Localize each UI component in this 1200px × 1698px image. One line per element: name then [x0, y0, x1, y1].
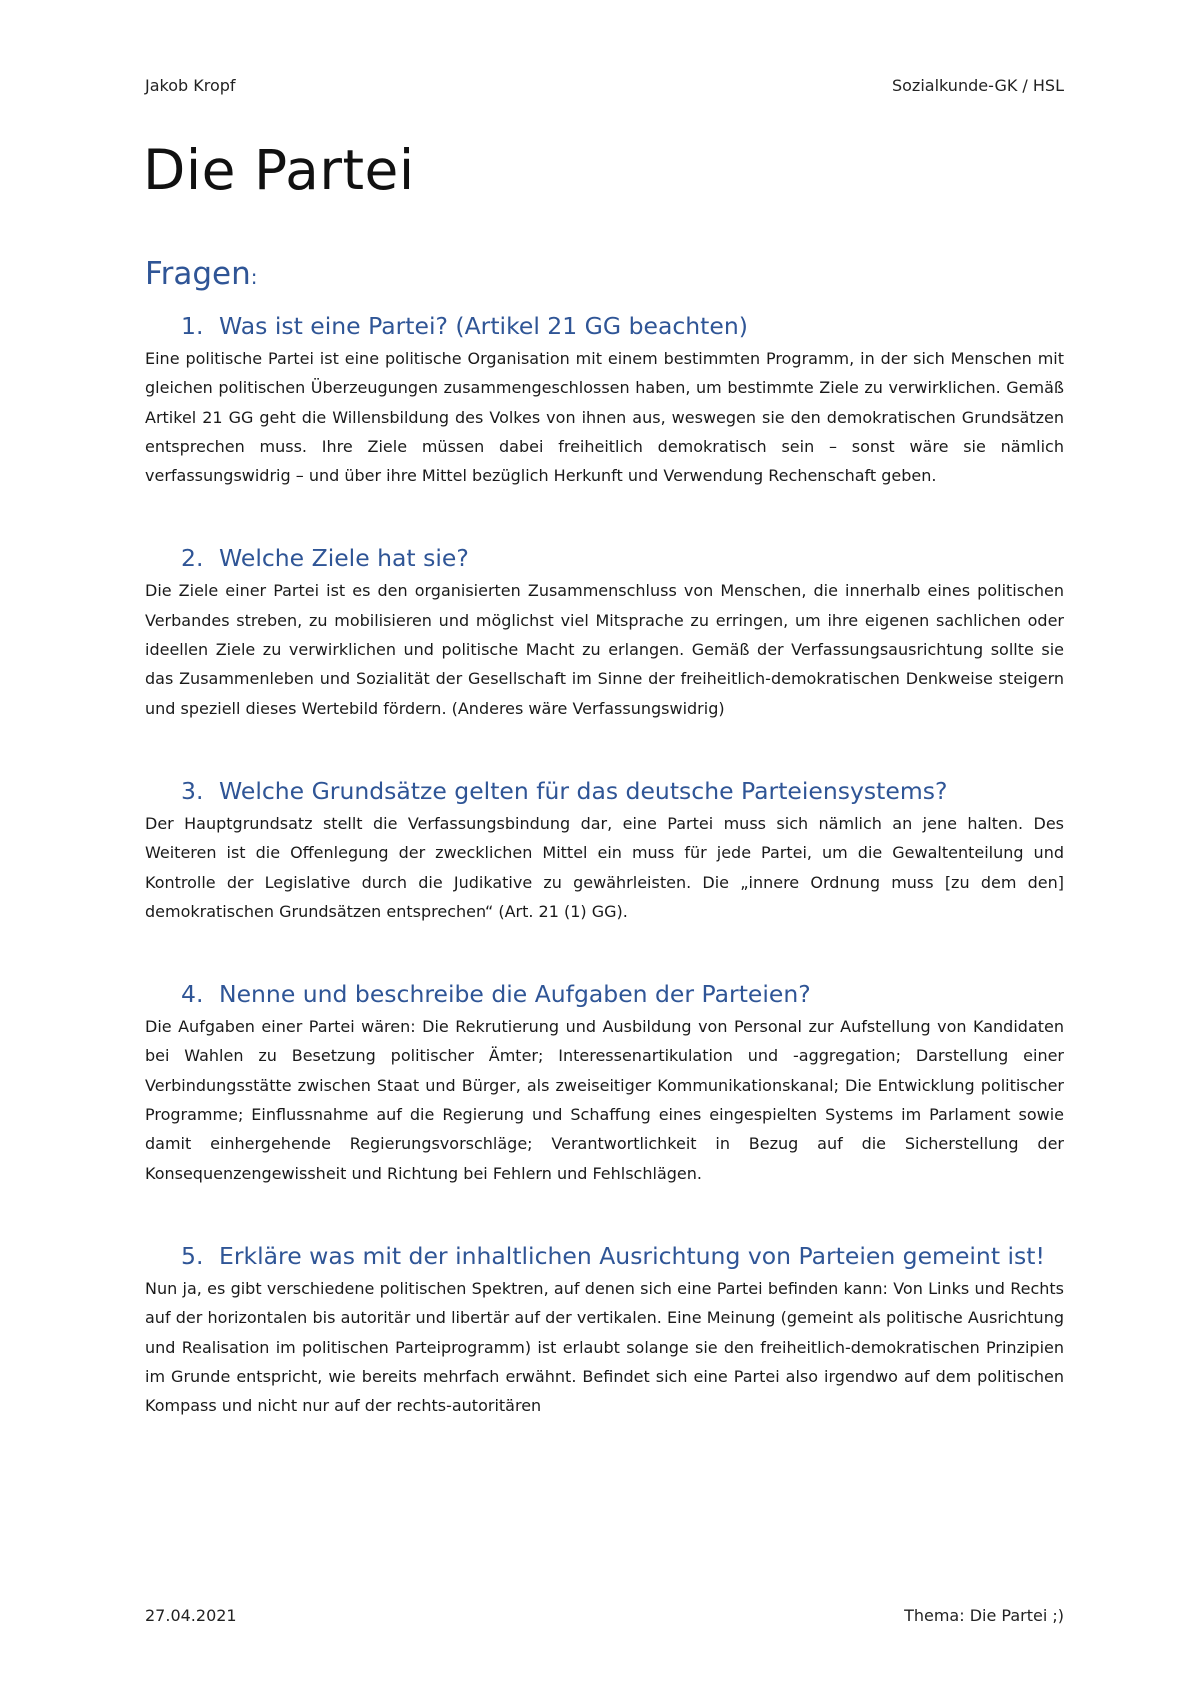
answer-paragraph: Die Ziele einer Partei ist es den organisierten Zusammenschluss von Menschen, die innerhalb eines politischen Verbandes streben, zu mobilisieren und möglichst viel Mitsprache zu erringen, um ihre eigenen sachlichen oder ideellen Ziele zu verwirklichen und politische Macht zu erlangen. Gemäß der Verfassungsausrichtung sollte sie das Zusammenleben und Sozialität der Gesellschaft im Sinne der freiheitlich-demokratischen Denkweise steigern und speziell dieses Wertebild fördern. (Anderes wäre Verfassungswidrig) [145, 581, 1064, 718]
question-block-3 [145, 775, 1064, 926]
answer-paragraph: Die Aufgaben einer Partei wären: Die Rekrutierung und Ausbildung von Personal zur Aufstellung von Kandidaten bei Wahlen zu Besetzung politischer Ämter; Interessenartikulation und -aggregation; Darstellung einer Verbindungsstätte zwischen Staat und Bürger, als zweiseitiger Kommunikationskanal; Die Entwicklung politischer Programme; Einflussnahme auf die Regierung und Schaffung eines eingespielten Systems im Parlament sowie damit einhergehende Regierungsvorschläge; Verantwortlichkeit in Bezug auf die Sicherstellung der Konsequenzengewissheit und Richtung bei Fehlern und Fehlschlägen. [145, 1017, 1064, 1183]
question-text: Welche Grundsätze gelten für das deutsche Parteiensystems? [219, 776, 948, 805]
question-block-2 [145, 542, 1064, 722]
header-author: Jakob Kropf [145, 76, 236, 95]
question-block-5 [145, 1240, 1064, 1420]
question-text: Nenne und beschreibe die Aufgaben der Parteien? [219, 980, 811, 1009]
question-text: Was ist eine Partei? (Artikel 21 GG beachten) [219, 312, 748, 340]
footer-topic: Thema: Die Partei ;) [904, 1606, 1064, 1625]
section-colon: : [250, 265, 258, 289]
question-heading [145, 775, 1064, 807]
question-heading [145, 310, 1064, 342]
document-title: Die Partei [143, 138, 415, 202]
section-heading [145, 256, 257, 292]
question-number: 2. [181, 544, 204, 573]
answer-paragraph: Eine politische Partei ist eine politische Organisation mit einem bestimmten Programm, in der sich Menschen mit gleichen politischen Überzeugungen zusammengeschlossen haben, um bestimmte Ziele zu verwirklichen. Gemäß Artikel 21 GG geht die Willensbildung des Volkes von ihnen aus, weswegen sie den demokratischen Grundsätzen entsprechen muss. Ihre Ziele müssen dabei freiheitlich demokratisch sein – sonst wäre sie nämlich verfassungswidrig – und über ihre Mittel bezüglich Herkunft und Verwendung Rechenschaft geben. [145, 349, 1064, 486]
question-block-1 [145, 310, 1064, 490]
question-number: 3. [181, 776, 204, 805]
question-heading [145, 1240, 1064, 1272]
question-number: 4. [181, 980, 204, 1009]
question-number: 1. [181, 312, 204, 340]
questions-list [145, 310, 1064, 1472]
answer-paragraph: Der Hauptgrundsatz stellt die Verfassungsbindung dar, eine Partei muss sich nämlich an jene halten. Des Weiteren ist die Offenlegung der zwecklichen Mittel ein muss für jede Partei, um die Gewaltenteilung und Kontrolle der Legislative durch die Judikative zu gewährleisten. Die „innere Ordnung muss [zu dem den] demokratischen Grundsätzen entsprechen“ (Art. 21 (1) GG). [145, 813, 1064, 921]
question-heading [145, 978, 1064, 1010]
question-heading [145, 542, 1064, 574]
page-footer [145, 1606, 1064, 1625]
footer-date: 27.04.2021 [145, 1606, 237, 1625]
question-number: 5. [181, 1241, 204, 1270]
section-label: Fragen [145, 256, 251, 292]
page-header [145, 76, 1064, 95]
header-course: Sozialkunde-GK / HSL [891, 76, 1064, 95]
question-block-4 [145, 978, 1064, 1188]
answer-paragraph: Nun ja, es gibt verschiedene politischen Spektren, auf denen sich eine Partei befinden kann: Von Links und Rechts auf der horizontalen bis autoritär und libertär auf der vertikalen. Eine Meinung (gemeint als politische Ausrichtung und Realisation im politischen Parteiprogramm) ist erlaubt solange sie den freiheitlich-demokratischen Prinzipien im Grunde entspricht, wie bereits mehrfach erwähnt. Befindet sich eine Partei also irgendwo auf dem politischen Kompass und nicht nur auf der rechts-autoritären [145, 1278, 1064, 1416]
question-text: Erkläre was mit der inhaltlichen Ausrichtung von Parteien gemeint ist! [219, 1241, 1045, 1270]
question-text: Welche Ziele hat sie? [219, 544, 469, 573]
